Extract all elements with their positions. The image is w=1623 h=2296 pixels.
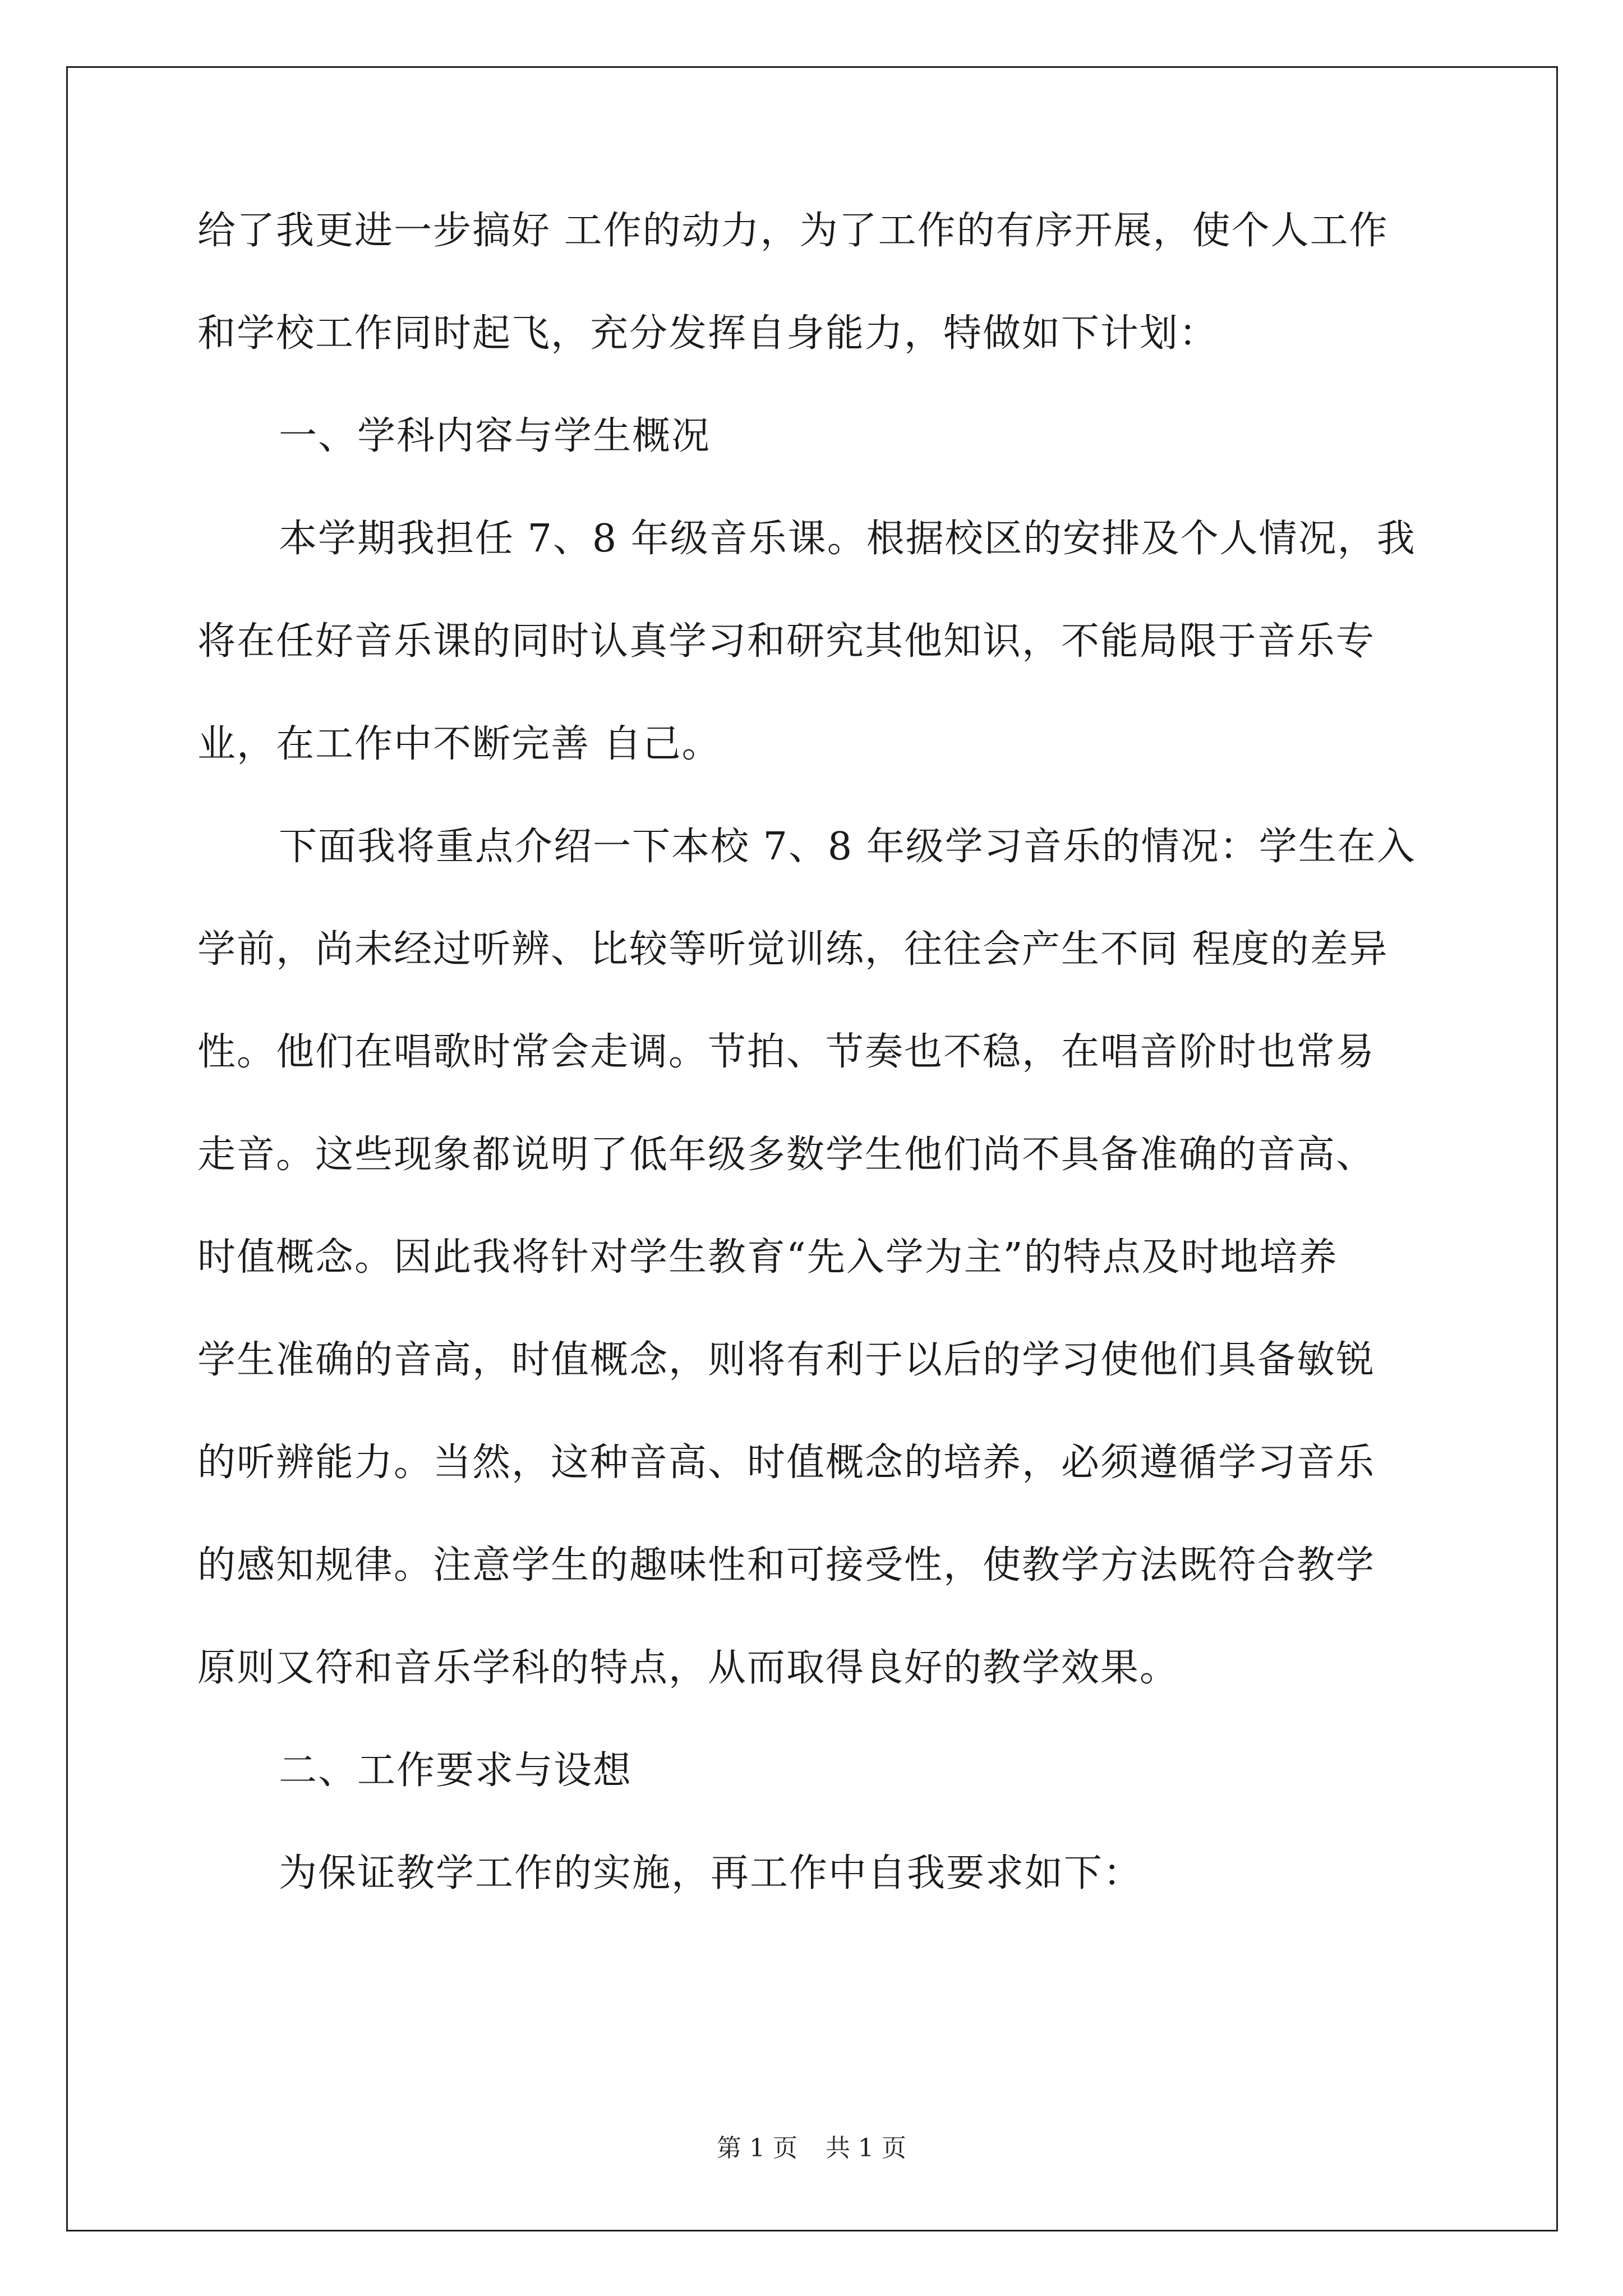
text-line: 性。他们在唱歌时常会走调。节拍、节奏也不稳，在唱音阶时也常易: [197, 1030, 1376, 1074]
text-line: 原则又符和音乐学科的特点，从而取得良好的教学效果。: [197, 1646, 1179, 1690]
page-footer: [0, 2132, 1623, 2165]
section-heading: 一、学科内容与学生概况: [279, 414, 711, 458]
text-line: 为保证教学工作的实施，再工作中自我要求如下：: [279, 1851, 1143, 1895]
page-total: 共 1 页: [826, 2134, 906, 2162]
text-line: 下面我将重点介绍一下本校 7、8 年级学习音乐的情况：学生在入: [279, 825, 1416, 869]
text-line: 和学校工作同时起飞，充分发挥自身能力，特做如下计划：: [197, 311, 1219, 356]
text-line: 业，在工作中不断完善 自己。: [197, 722, 721, 766]
text-line: 走音。这些现象都说明了低年级多数学生他们尚不具备准确的音高、: [197, 1133, 1376, 1177]
section-heading: 二、工作要求与设想: [279, 1749, 633, 1793]
text-line: 的听辨能力。当然，这种音高、时值概念的培养，必须遵循学习音乐: [197, 1441, 1376, 1485]
text-line: 学前，尚未经过听辨、比较等听觉训练，往往会产生不同 程度的差异: [197, 927, 1389, 972]
text-line: 给了我更进一步搞好 工作的动力，为了工作的有序开展，使个人工作: [197, 209, 1389, 253]
document-body: [197, 205, 1431, 1950]
text-line: 时值概念。因此我将针对学生教育“先入学为主”的特点及时地培养: [197, 1235, 1338, 1280]
text-line: 本学期我担任 7、8 年级音乐课。根据校区的安排及个人情况，我: [279, 517, 1416, 561]
text-line: 将在任好音乐课的同时认真学习和研究其他知识，不能局限于音乐专: [197, 619, 1376, 664]
text-line: 的感知规律。注意学生的趣味性和可接受性，使教学方法既符合教学: [197, 1543, 1376, 1588]
page-number: 第 1 页: [717, 2134, 797, 2162]
text-line: 学生准确的音高，时值概念，则将有利于以后的学习使他们具备敏锐: [197, 1338, 1376, 1382]
